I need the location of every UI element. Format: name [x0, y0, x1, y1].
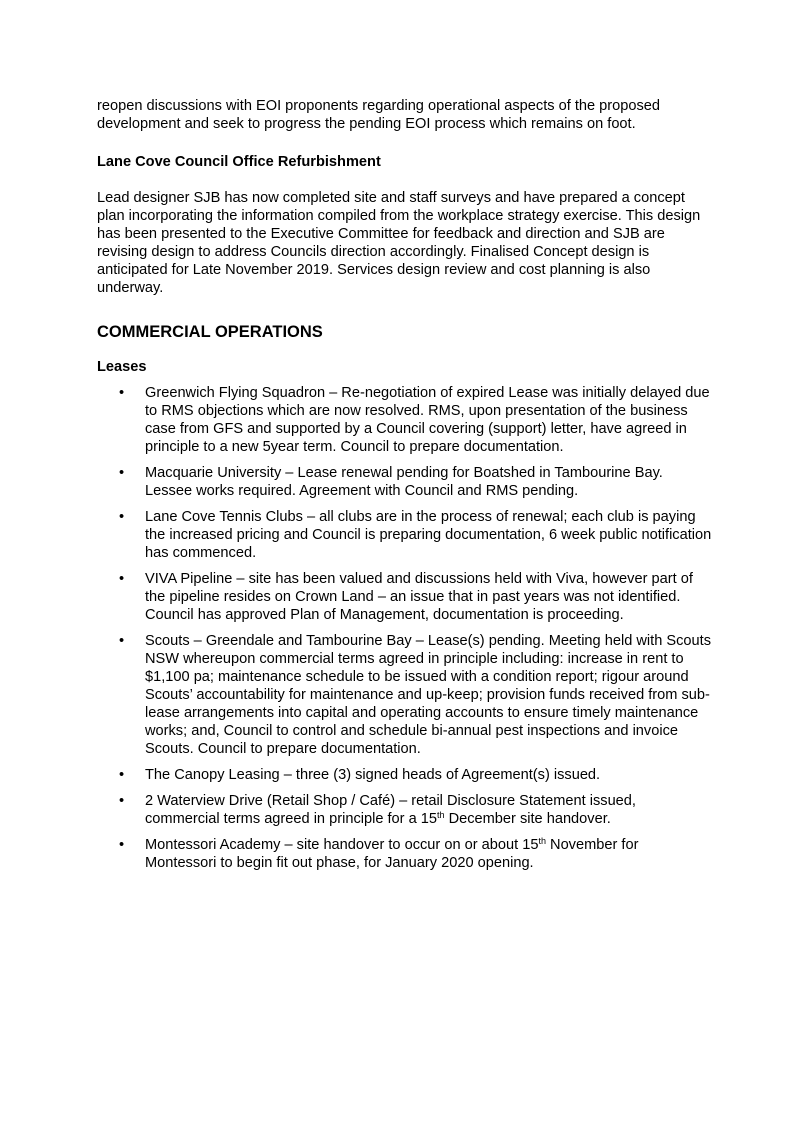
list-item [97, 792, 713, 828]
waterview-text-start: 2 Waterview Drive (Retail Shop / Café) – retail Disclosure Statement issued, commercial terms agreed in principle for a 15 [145, 793, 636, 827]
bullet-icon: • [119, 793, 125, 809]
waterview-text-end: December site handover. [444, 811, 611, 827]
list-item-text [145, 793, 636, 827]
list-item [97, 570, 713, 624]
list-item [97, 836, 713, 872]
intro-paragraph: reopen discussions with EOI proponents regarding operational aspects of the proposed development and seek to progress the pending EOI process which remains on foot. [97, 98, 661, 132]
refurbishment-heading: Lane Cove Council Office Refurbishment [97, 154, 381, 170]
ordinal-suffix: th [538, 836, 546, 846]
list-item-text: Scouts – Greendale and Tambourine Bay – Lease(s) pending. Meeting held with Scouts NSW whereupon commercial terms agreed in principle including: increase in rent to $1,100 pa; maintenance schedule to be issued with a condition report; rigour around Scouts’ accountability for maintenance and up-keep; provision funds received from sub-lease arrangements into capital and operating accounts to ensure timely maintenance works; and, Council to control and schedule bi-annual pest inspections and invoice Scouts. Council to prepare documentation. [145, 633, 711, 757]
ordinal-suffix: th [437, 810, 445, 820]
list-item [97, 464, 713, 500]
bullet-icon: • [119, 633, 125, 649]
list-item [97, 632, 713, 758]
bullet-icon: • [119, 571, 125, 587]
list-item-text: VIVA Pipeline – site has been valued and discussions held with Viva, however part of the pipeline resides on Crown Land – an issue that in past years was not identified. Council has approved Plan of Management, documentation is proceeding. [145, 571, 693, 623]
montessori-text-end: November for Montessori to begin fit out phase, for January 2020 opening. [145, 837, 639, 871]
document-page [97, 97, 713, 880]
list-item [97, 384, 713, 456]
list-item [97, 508, 713, 562]
leases-list [97, 384, 713, 872]
commercial-operations-heading: COMMERCIAL OPERATIONS [97, 323, 323, 341]
montessori-text-start: Montessori Academy – site handover to occur on or about 15 [145, 837, 539, 853]
list-item-text: The Canopy Leasing – three (3) signed heads of Agreement(s) issued. [145, 767, 601, 783]
list-item-text: Macquarie University – Lease renewal pending for Boatshed in Tambourine Bay. Lessee works required. Agreement with Council and RMS pending. [145, 465, 663, 499]
leases-heading: Leases [97, 359, 147, 375]
bullet-icon: • [119, 837, 125, 853]
list-item-text: Greenwich Flying Squadron – Re-negotiation of expired Lease was initially delayed due to RMS objections which are now resolved. RMS, upon presentation of the business case from GFS and supported by a Council covering (support) letter, have agreed in principle to a new 5year term. Council to prepare documentation. [145, 385, 710, 455]
refurbishment-paragraph: Lead designer SJB has now completed site and staff surveys and have prepared a concept plan incorporating the information compiled from the workplace strategy exercise. This design has been presented to the Executive Committee for feedback and direction and SJB are revising design to address Councils direction accordingly. Finalised Concept design is anticipated for Late November 2019. Services design review and cost planning is also underway. [97, 190, 701, 296]
list-item [97, 766, 713, 784]
bullet-icon: • [119, 465, 125, 481]
bullet-icon: • [119, 767, 125, 783]
list-item-text: Lane Cove Tennis Clubs – all clubs are in the process of renewal; each club is paying the increased pricing and Council is preparing documentation, 6 week public notification has commenced. [145, 509, 712, 561]
bullet-icon: • [119, 509, 125, 525]
list-item-text [145, 837, 638, 871]
bullet-icon: • [119, 385, 125, 401]
